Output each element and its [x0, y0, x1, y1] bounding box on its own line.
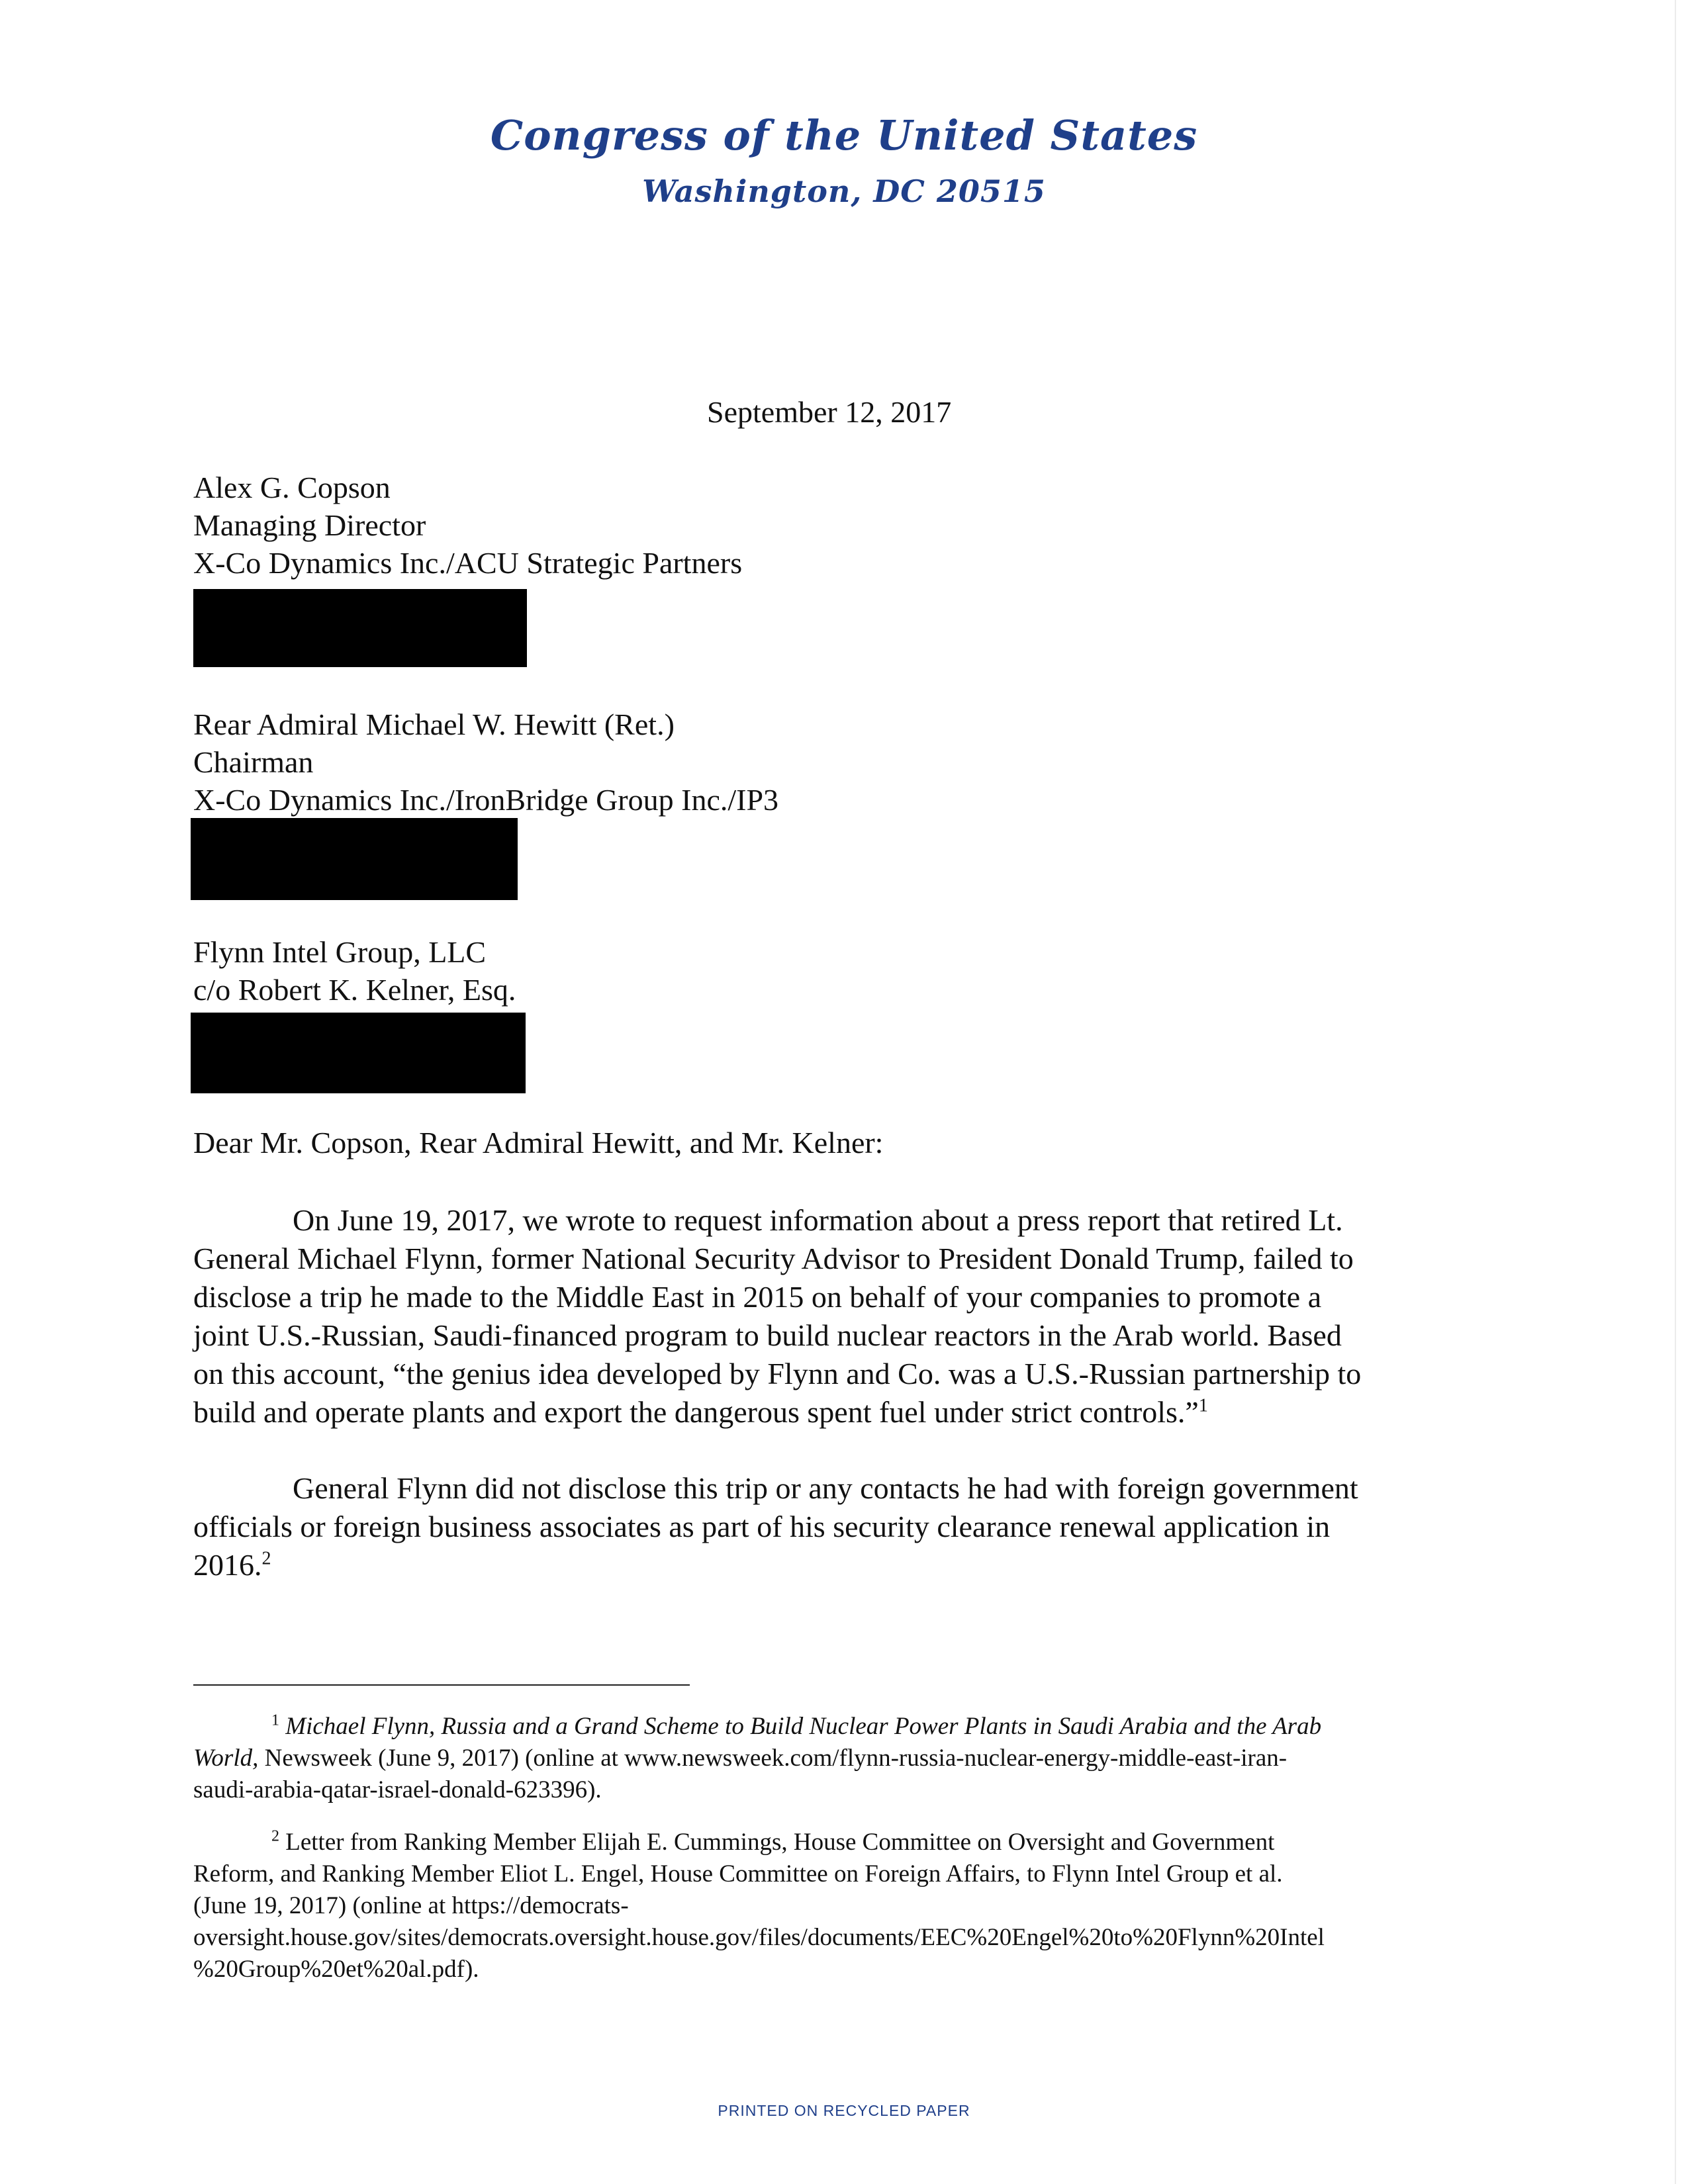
recipient-care-of: c/o Robert K. Kelner, Esq.	[193, 973, 516, 1007]
footnote-line: saudi-arabia-qatar-israel-donald-623396).	[193, 1776, 602, 1803]
letter-date: September 12, 2017	[707, 395, 952, 429]
footnote-source: Newsweek (June 9, 2017) (online at www.newsweek.com/flynn-russia-nuclear-energy-middle-east-iran-	[258, 1745, 1288, 1772]
footnote-line: oversight.house.gov/sites/democrats.oversight.house.gov/files/documents/EEC%20Engel%20to%20Flynn%20Intel	[193, 1924, 1325, 1951]
footnote-ref-1: 1	[1198, 1395, 1208, 1416]
paragraph-line: joint U.S.-Russian, Saudi-financed program to build nuclear reactors in the Arab world. Based	[193, 1318, 1342, 1352]
paragraph-line: disclose a trip he made to the Middle East in 2015 on behalf of your companies to promote a	[193, 1280, 1322, 1314]
letterhead-address: Washington, DC 20515	[642, 173, 1046, 209]
recipient-organization: X-Co Dynamics Inc./ACU Strategic Partners	[193, 546, 743, 580]
footnote-number: 2	[271, 1827, 279, 1845]
recipient-organization: X-Co Dynamics Inc./IronBridge Group Inc./IP3	[193, 783, 779, 817]
recycled-paper-notice: PRINTED ON RECYCLED PAPER	[718, 2102, 970, 2119]
page-edge	[1675, 0, 1676, 2184]
footnote-line: Reform, and Ranking Member Eliot L. Engel, House Committee on Foreign Affairs, to Flynn Intel Group et al.	[193, 1860, 1283, 1888]
footnote-title-end: World,	[193, 1745, 259, 1772]
footnote-line	[193, 1711, 1491, 1743]
paragraph-line-text: 2016.	[193, 1548, 262, 1582]
footnote-line: (June 19, 2017) (online at https://democrats-	[193, 1892, 629, 1919]
paragraph-line: General Flynn did not disclose this trip or any contacts he had with foreign government	[293, 1471, 1358, 1505]
paragraph-line-text: build and operate plants and export the dangerous spent fuel under strict controls.”	[193, 1395, 1199, 1429]
footnote-1	[193, 1711, 1491, 1806]
recipient-name: Alex G. Copson	[193, 471, 391, 504]
footnote-text: Letter from Ranking Member Elijah E. Cummings, House Committee on Oversight and Government	[285, 1829, 1275, 1856]
paragraph-line: officials or foreign business associates as part of his security clearance renewal application in	[193, 1510, 1331, 1543]
recipient-title: Managing Director	[193, 508, 426, 542]
paragraph-line	[193, 1393, 1464, 1432]
footnote-ref-2: 2	[261, 1548, 271, 1569]
salutation: Dear Mr. Copson, Rear Admiral Hewitt, and Mr. Kelner:	[193, 1126, 884, 1160]
footnote-line	[193, 1827, 1491, 1858]
recipient-organization: Flynn Intel Group, LLC	[193, 935, 487, 969]
letterhead-title: Congress of the United States	[490, 111, 1198, 159]
paragraph-line: General Michael Flynn, former National Security Advisor to President Donald Trump, failed to	[193, 1242, 1354, 1275]
footnote-title: Michael Flynn, Russia and a Grand Scheme to Build Nuclear Power Plants in Saudi Arabia and the Arab	[285, 1713, 1322, 1740]
redacted-address-2	[191, 818, 518, 900]
recipient-block-1	[193, 469, 742, 582]
body-paragraph-1	[193, 1201, 1464, 1432]
recipient-block-2	[193, 705, 778, 819]
recipient-name: Rear Admiral Michael W. Hewitt (Ret.)	[193, 707, 675, 741]
footnote-line: %20Group%20et%20al.pdf).	[193, 1956, 479, 1983]
recipient-title: Chairman	[193, 745, 314, 779]
paragraph-line: on this account, “the genius idea developed by Flynn and Co. was a U.S.-Russian partnership to	[193, 1357, 1362, 1390]
recipient-block-3	[193, 933, 516, 1009]
paragraph-line	[193, 1546, 1464, 1584]
redacted-address-1	[193, 589, 527, 667]
paragraph-line: On June 19, 2017, we wrote to request information about a press report that retired Lt.	[293, 1203, 1343, 1237]
footnote-number: 1	[271, 1711, 279, 1729]
footnote-line	[193, 1743, 1491, 1774]
redacted-address-3	[191, 1013, 526, 1093]
body-paragraph-2	[193, 1469, 1464, 1584]
footnote-2	[193, 1827, 1491, 1985]
footnote-divider	[193, 1684, 690, 1686]
